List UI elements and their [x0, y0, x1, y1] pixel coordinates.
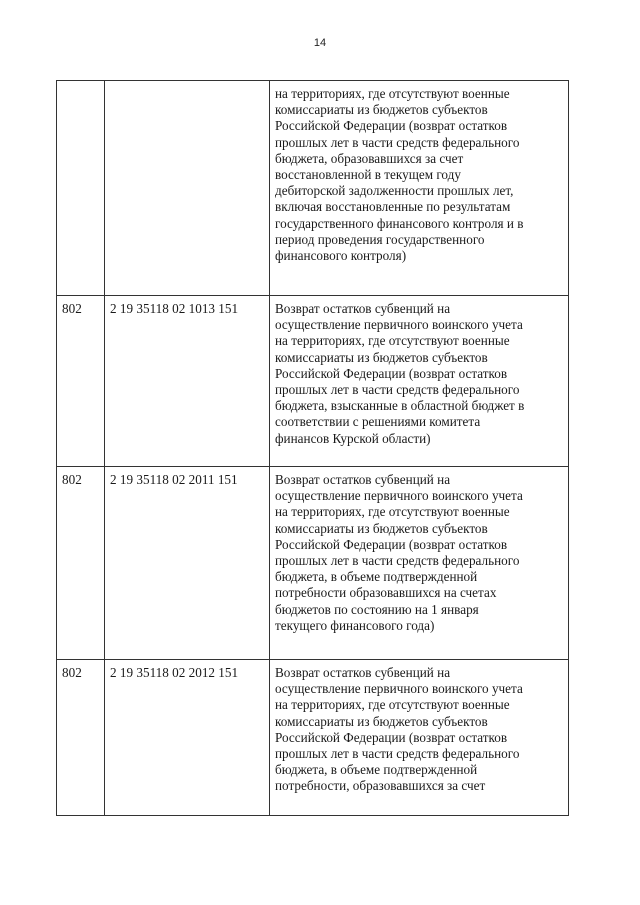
text-line: на территориях, где отсутствуют военные [275, 697, 510, 713]
text-line: осуществление первичного воинского учета [275, 681, 523, 697]
text-line: осуществление первичного воинского учета [275, 317, 523, 333]
text-line: бюджетов по состоянию на 1 января [275, 601, 479, 617]
budget-classification-table [56, 80, 569, 816]
text-line: комиссариаты из бюджетов субъектов [275, 349, 488, 365]
text-line: Возврат остатков субвенций на [275, 472, 451, 487]
text-line: Возврат остатков субвенций на [275, 301, 451, 316]
admin-code-cell [57, 81, 105, 296]
text-line: бюджета, в объеме подтвержденной [275, 569, 478, 585]
text-line: Российской Федерации (возврат остатков [275, 118, 508, 134]
text-line: финансов Курской области) [275, 430, 431, 446]
text-line: прошлых лет в части средств федерального [275, 746, 520, 762]
text-line: дебиторской задолженности прошлых лет, [275, 183, 514, 199]
table-row [57, 296, 569, 467]
text-line: соответствии с решениями комитета [275, 414, 481, 430]
text-line: на территориях, где отсутствуют военные [275, 86, 510, 101]
text-line: на территориях, где отсутствуют военные [275, 333, 510, 349]
text-line: период проведения государственного [275, 231, 485, 247]
text-line: Российской Федерации (возврат остатков [275, 365, 508, 381]
text-line: прошлых лет в части средств федерального [275, 134, 520, 150]
text-line: Российской Федерации (возврат остатков [275, 729, 508, 745]
admin-code-cell: 802 [57, 660, 105, 816]
revenue-name-cell [270, 467, 569, 660]
budget-code-cell [105, 81, 270, 296]
text-line: восстановленной в текущем году [275, 167, 461, 183]
text-line: комиссариаты из бюджетов субъектов [275, 520, 488, 536]
budget-code-cell: 2 19 35118 02 2012 151 [105, 660, 270, 816]
text-line: потребности образовавшихся на счетах [275, 585, 497, 601]
text-line: комиссариаты из бюджетов субъектов [275, 102, 488, 118]
budget-code-cell: 2 19 35118 02 1013 151 [105, 296, 270, 467]
text-line: государственного финансового контроля и в [275, 215, 524, 231]
table-row [57, 660, 569, 816]
revenue-name-cell [270, 296, 569, 467]
text-line: бюджета, в объеме подтвержденной [275, 762, 478, 778]
text-line: комиссариаты из бюджетов субъектов [275, 713, 488, 729]
text-line: бюджета, взысканные в областной бюджет в [275, 398, 525, 414]
text-line: на территориях, где отсутствуют военные [275, 504, 510, 520]
text-line: прошлых лет в части средств федерального [275, 553, 520, 569]
revenue-name-cell [270, 81, 569, 296]
budget-code-cell: 2 19 35118 02 2011 151 [105, 467, 270, 660]
table-row [57, 467, 569, 660]
admin-code-cell: 802 [57, 467, 105, 660]
text-line: потребности, образовавшихся за счет [275, 778, 486, 794]
text-line: Российской Федерации (возврат остатков [275, 536, 508, 552]
text-line: осуществление первичного воинского учета [275, 488, 523, 504]
text-line: текущего финансового года) [275, 617, 435, 633]
text-line: финансового контроля) [275, 248, 407, 264]
table-row [57, 81, 569, 296]
text-line: прошлых лет в части средств федерального [275, 382, 520, 398]
text-line: Возврат остатков субвенций на [275, 665, 451, 680]
text-line: бюджета, образовавшихся за счет [275, 150, 464, 166]
text-line: включая восстановленные по результатам [275, 199, 511, 215]
page-number: 14 [313, 37, 327, 49]
admin-code-cell: 802 [57, 296, 105, 467]
revenue-name-cell [270, 660, 569, 816]
